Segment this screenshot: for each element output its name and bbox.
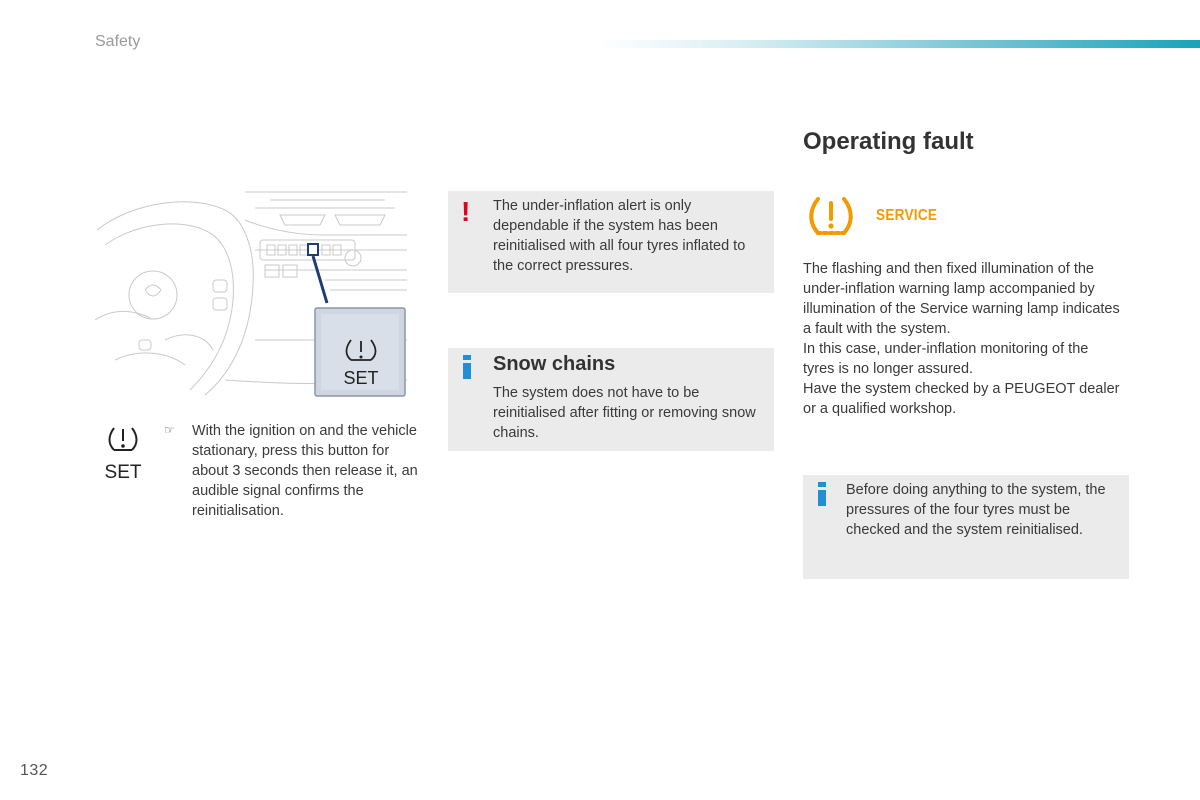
tyre-pressure-warning-icon [806,195,856,241]
fault-paragraph: In this case, under-inflation monitoring of the tyres is no longer assured. [803,341,1089,377]
service-warning-label: SERVICE [876,207,938,224]
warning-text: The under-inflation alert is only dependable if the system has been reinitialised with all four tyres inflated to the correct pressures. [493,198,746,274]
step-text: With the ignition on and the vehicle stationary, press this button for about 3 seconds then release it, an audible signal confirms the reinitialisation. [192,423,418,519]
step-bullet: ☞ [164,423,175,437]
illustration-set-label: SET [343,368,379,388]
note-text: Before doing anything to the system, the pressures of the four tyres must be checked and the system reinitialised. [846,482,1106,538]
warning-icon: ! [461,196,471,227]
info-icon [463,355,471,379]
fault-paragraph: The flashing and then fixed illumination of the under-inflation warning lamp accompanied by illumination of the Service warning lamp indicates a fault with the system. [803,261,1120,337]
dashboard-illustration [95,190,407,400]
snow-chains-text: The system does not have to be reinitialised after fitting or removing snow chains. [493,385,756,441]
fault-paragraph: Have the system checked by a PEUGEOT dealer or a qualified workshop. [803,381,1120,417]
page-number: 132 [20,762,49,779]
step-set-label: SET [105,462,141,483]
tyre-pressure-icon [105,424,141,484]
operating-fault-text [803,259,1123,419]
header-accent-bar [600,40,1200,48]
section-label: Safety [95,33,141,50]
operating-fault-title: Operating fault [803,128,974,155]
info-icon [818,482,826,506]
snow-chains-title: Snow chains [493,353,616,375]
